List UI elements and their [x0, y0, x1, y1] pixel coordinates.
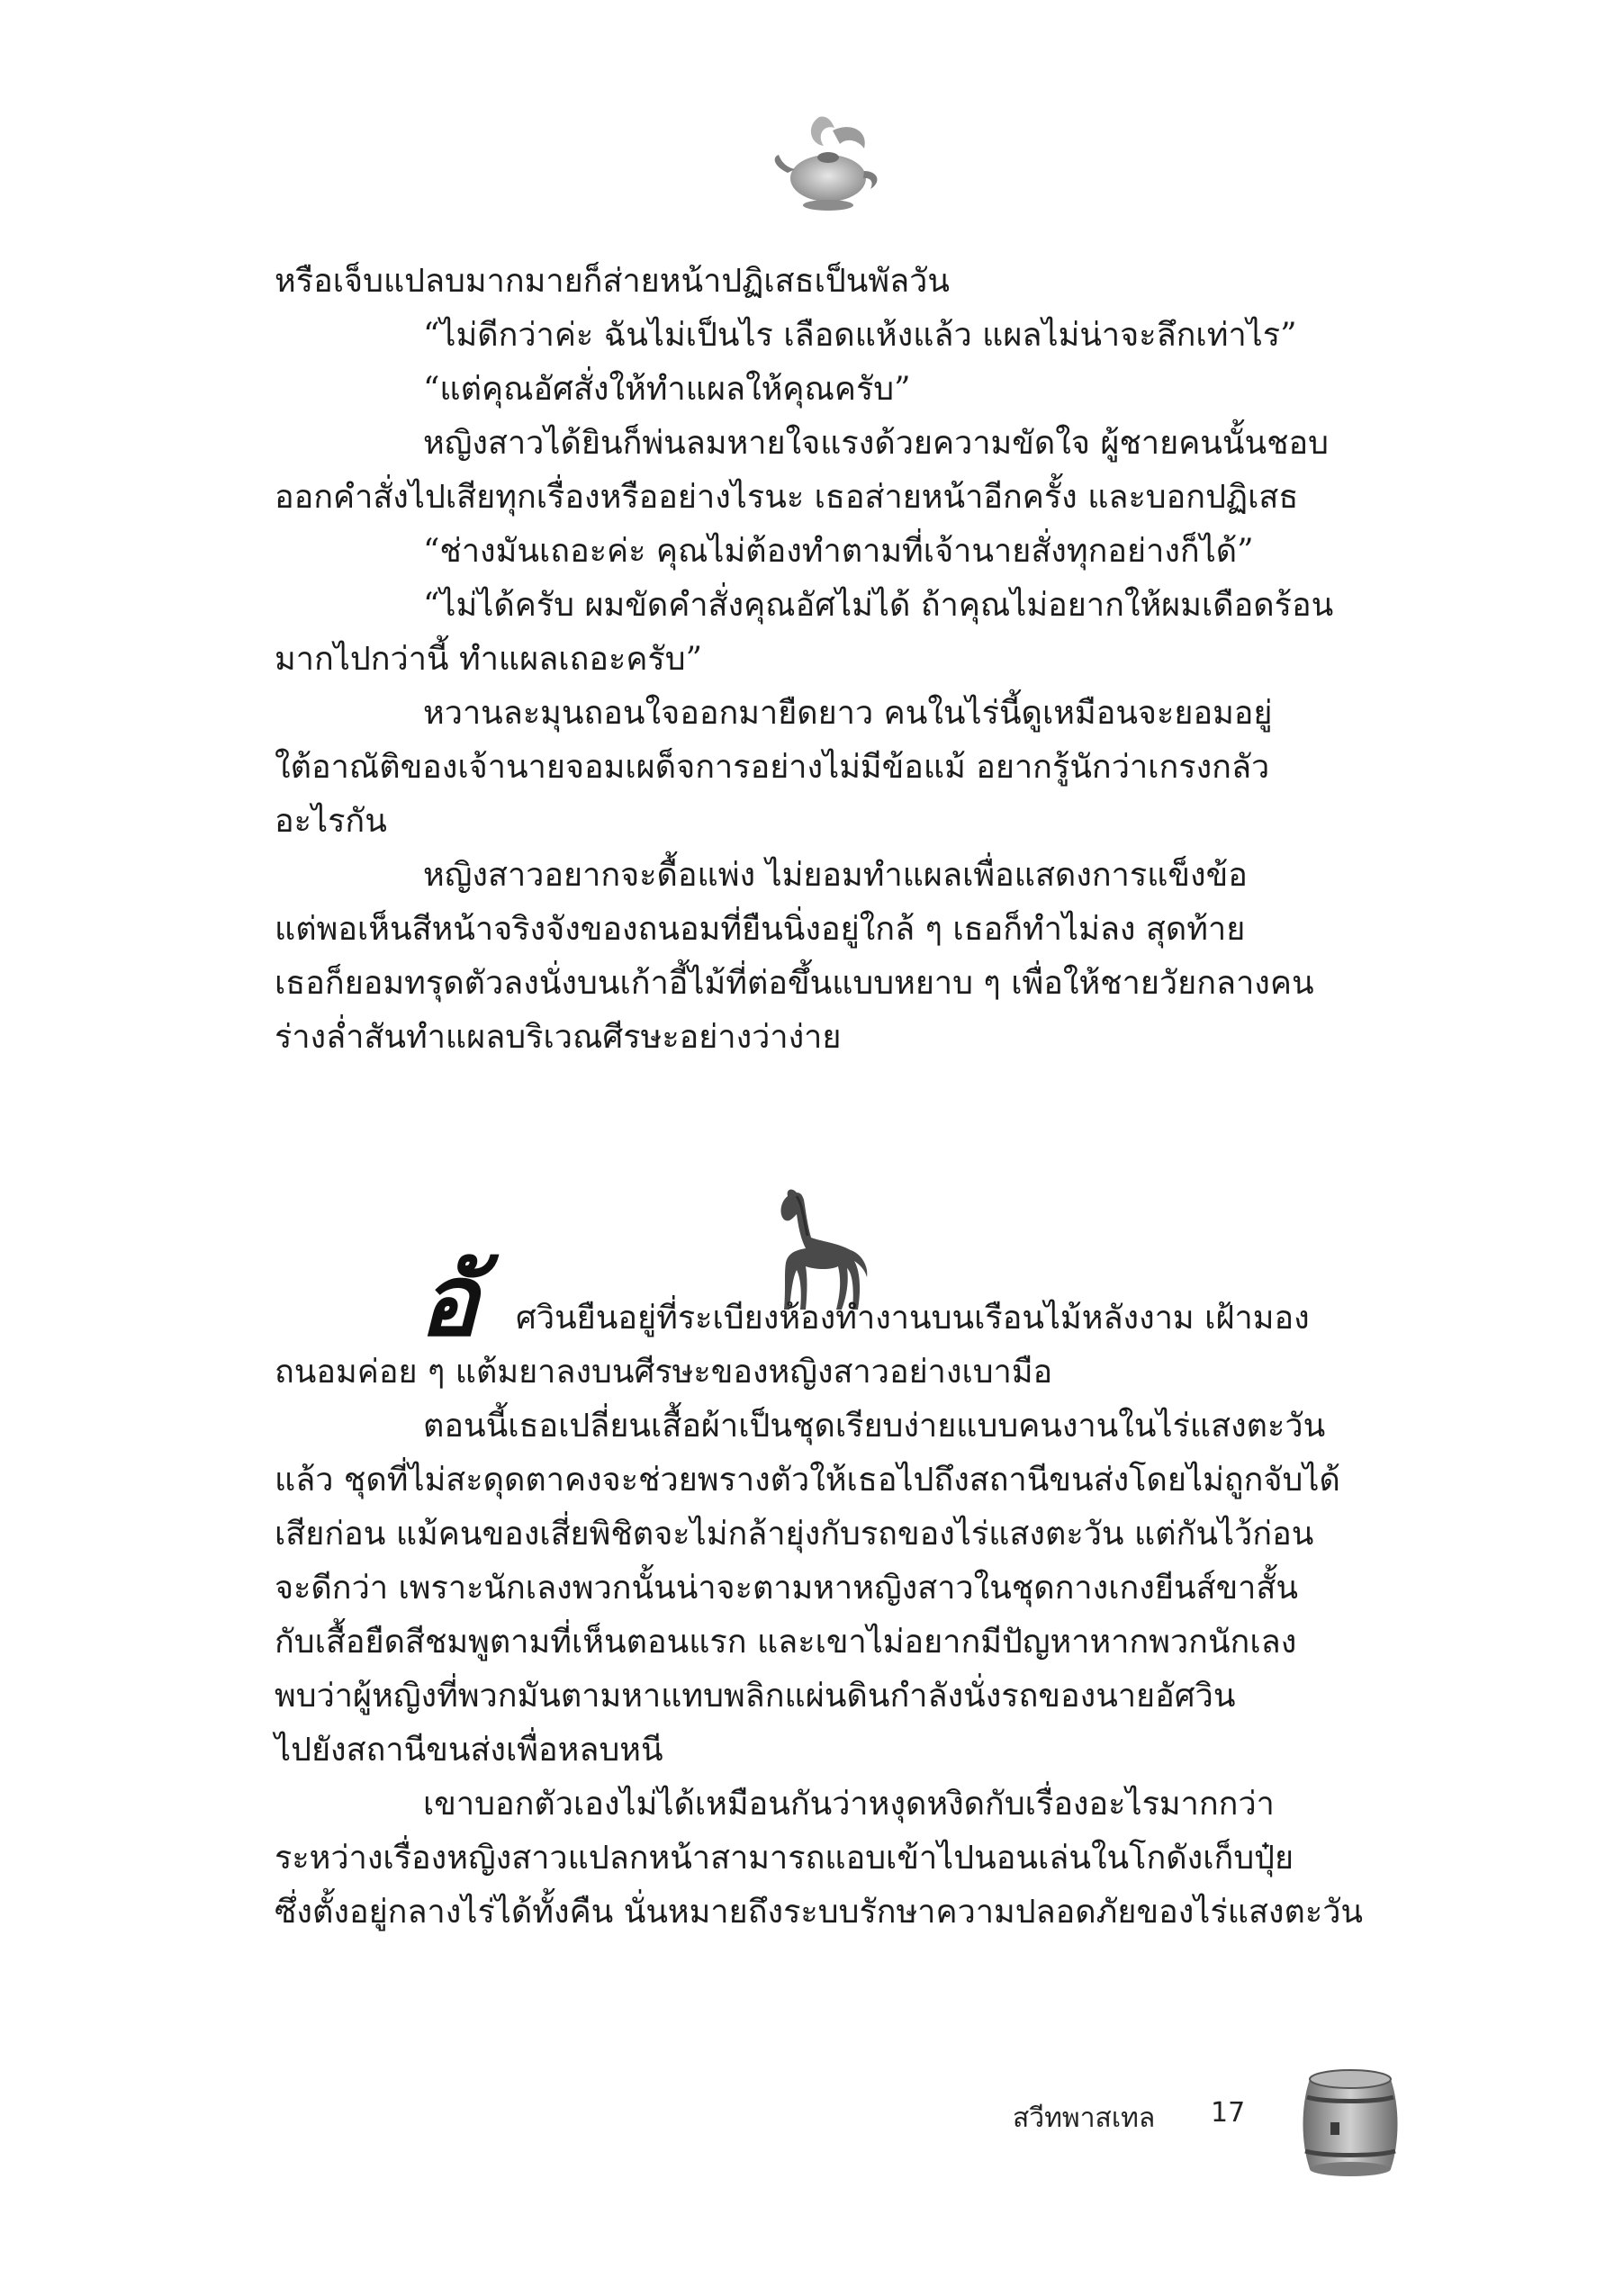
text-line: ระหว่างเรื่องหญิงสาวแปลกหน้าสามารถแอบเข้าไปนอนเล่นในโกดังเก็บปุ๋ย: [275, 1840, 1294, 1877]
text-line: อะไรกัน: [275, 803, 387, 840]
book-title: สวีทพาสเทล: [1013, 2102, 1156, 2134]
text-line: ร่างล่ำสันทำแผลบริเวณศีรษะอย่างว่าง่าย: [275, 1019, 842, 1056]
text-line: จะดีกว่า เพราะนักเลงพวกนั้นน่าจะตามหาหญิงสาวในชุดกางเกงยีนส์ขาสั้น: [275, 1570, 1298, 1607]
drop-cap: อั: [419, 1243, 479, 1358]
text-line: หวานละมุนถอนใจออกมายืดยาว คนในไร่นี้ดูเหมือนจะยอมอยู่: [423, 695, 1273, 732]
text-line: เสียก่อน แม้คนของเสี่ยพิชิตจะไม่กล้ายุ่งกับรถของไร่แสงตะวัน แต่กันไว้ก่อน: [275, 1516, 1314, 1553]
page-number: 17: [1211, 2097, 1246, 2129]
text-line: ไปยังสถานีขนส่งเพื่อหลบหนี: [275, 1732, 663, 1769]
text-line: มากไปกว่านี้ ทำแผลเถอะครับ”: [275, 641, 703, 678]
text-line: ตอนนี้เธอเปลี่ยนเสื้อผ้าเป็นชุดเรียบง่ายแบบคนงานในไร่แสงตะวัน: [423, 1408, 1326, 1445]
teapot-with-fairy-icon: [770, 108, 887, 225]
text-line: หญิงสาวอยากจะดื้อแพ่ง ไม่ยอมทำแผลเพื่อแสดงการแข็งข้อ: [423, 857, 1248, 894]
text-line: พบว่าผู้หญิงที่พวกมันตามหาแทบพลิกแผ่นดินกำลังนั่งรถของนายอัศวิน: [275, 1678, 1236, 1715]
text-line: ถนอมค่อย ๆ แต้มยาลงบนศีรษะของหญิงสาวอย่างเบามือ: [275, 1354, 1053, 1391]
text-line: แต่พอเห็นสีหน้าจริงจังของถนอมที่ยืนนิ่งอยู่ใกล้ ๆ เธอก็ทำไม่ลง สุดท้าย: [275, 911, 1246, 948]
text-line: ซึ่งตั้งอยู่กลางไร่ได้ทั้งคืน นั่นหมายถึงระบบรักษาความปลอดภัยของไร่แสงตะวัน: [275, 1894, 1364, 1931]
text-line: เขาบอกตัวเองไม่ได้เหมือนกันว่าหงุดหงิดกับเรื่องอะไรมากกว่า: [423, 1786, 1275, 1823]
text-line: หรือเจ็บแปลบมากมายก็ส่ายหน้าปฏิเสธเป็นพัลวัน: [275, 263, 950, 300]
text-line: หญิงสาวได้ยินก็พ่นลมหายใจแรงด้วยความขัดใจ ผู้ชายคนนั้นชอบ: [423, 425, 1330, 462]
wine-barrel-icon: [1287, 2061, 1413, 2187]
text-line: ออกคำสั่งไปเสียทุกเรื่องหรืออย่างไรนะ เธอส่ายหน้าอีกครั้ง และบอกปฏิเสธ: [275, 479, 1299, 516]
text-line: แล้ว ชุดที่ไม่สะดุดตาคงจะช่วยพรางตัวให้เธอไปถึงสถานีขนส่งโดยไม่ถูกจับได้: [275, 1462, 1340, 1499]
text-line: กับเสื้อยืดสีชมพูตามที่เห็นตอนแรก และเขาไม่อยากมีปัญหาหากพวกนักเลง: [275, 1624, 1297, 1661]
text-line: “ไม่ดีกว่าค่ะ ฉันไม่เป็นไร เลือดแห้งแล้ว แผลไม่น่าจะลึกเท่าไร”: [423, 317, 1297, 354]
text-line: “แต่คุณอัศสั่งให้ทำแผลให้คุณครับ”: [423, 371, 911, 408]
text-line: ใต้อาณัติของเจ้านายจอมเผด็จการอย่างไม่มีข้อแม้ อยากรู้นักว่าเกรงกลัว: [275, 749, 1270, 786]
text-line: “ไม่ได้ครับ ผมขัดคำสั่งคุณอัศไม่ได้ ถ้าคุณไม่อยากให้ผมเดือดร้อน: [423, 587, 1334, 624]
text-line: เธอก็ยอมทรุดตัวลงนั่งบนเก้าอี้ไม้ที่ต่อขึ้นแบบหยาบ ๆ เพื่อให้ชายวัยกลางคน: [275, 965, 1314, 1002]
text-line: ศวินยืนอยู่ที่ระเบียงห้องทำงานบนเรือนไม้หลังงาม เฝ้ามอง: [516, 1300, 1310, 1337]
text-line: “ช่างมันเถอะค่ะ คุณไม่ต้องทำตามที่เจ้านายสั่งทุกอย่างก็ได้”: [423, 533, 1254, 570]
